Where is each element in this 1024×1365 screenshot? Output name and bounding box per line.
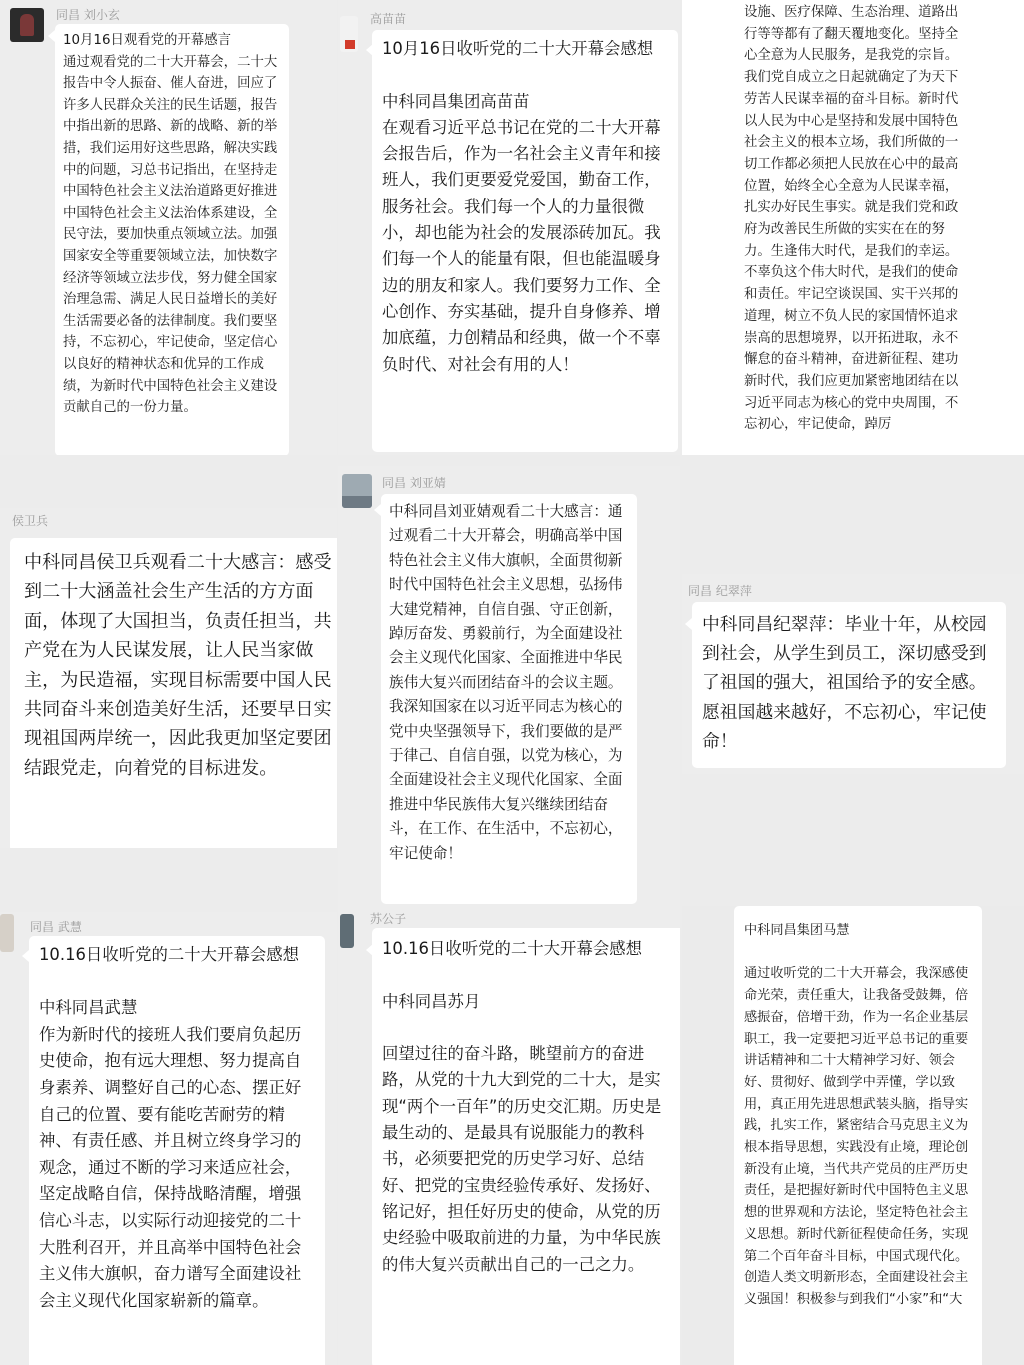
sender-name: 高苗苗 [370, 12, 407, 26]
message-bubble[interactable]: 10月16日观看党的开幕感言 通过观看党的二十大开幕会，二十大报告中令人振奋、催人奋进，回应了许多人民群众关注的民生话题，报告中指出新的思路、新的战略、新的举措，我们运用好这些思路，解决实践中的问题，习总书记指出，在坚持走中国特色社会主义法治道路更好推进中国特色社会主义法治体系建设，全民守法，要加快重点领域立法。加强国家安全等重要领域立法，加快数字经济等领域立法步伐，努力健全国家治理急需、满足人民日益增长的美好生活需要必备的法律制度。我们要坚持，不忘初心，牢记使命，坚定信心以良好的精神状态和优异的工作成绩，为新时代中国特色社会主义建设贡献自己的一份力量。 [55, 24, 289, 455]
bubble-tail [374, 504, 381, 516]
avatar[interactable] [10, 8, 44, 42]
avatar[interactable] [340, 914, 354, 948]
sender-name: 同昌 刘小玄 [56, 8, 120, 22]
chat-panel-4 [0, 508, 337, 848]
sender-name: 同昌 纪翠萍 [688, 584, 752, 598]
message-bubble[interactable]: 中科同昌集团马慧 通过收听党的二十大开幕会，我深感使命光荣，责任重大，让我备受鼓舞，倍感振奋，倍增干劲，作为一名企业基层职工，我一定要把习近平总书记的重要讲话精神和二十大精神学习好、领会好、贯彻好、做到学中弄懂，学以致用，真正用先进思想武装头脑，指导实践，扎实工作，紧密结合马克思主义为根本指导思想，实践没有止境，理论创新没有止境，当代共产党员的庄严历史责任，是把握好新时代中国特色主义思想的世界观和方法论，坚定特色社会主义思想。新时代新征程使命任务，实现第二个百年奋斗目标，中国式现代化。创造人类文明新形态，全面建设社会主义强国！积极参与到我们“小家”和“大 [734, 906, 982, 1365]
sender-name: 苏公子 [370, 912, 407, 926]
sender-name: 侯卫兵 [12, 514, 49, 528]
sender-name: 同昌 刘亚婧 [382, 476, 446, 490]
avatar[interactable] [340, 16, 358, 52]
chat-panel-2 [338, 0, 680, 455]
chat-panel-5 [338, 466, 680, 906]
bubble-tail [48, 30, 55, 42]
chat-panel-6 [682, 574, 1024, 774]
chat-panel-8 [338, 906, 680, 1365]
message-bubble[interactable]: 10.16日收听党的二十大开幕会感想 中科同昌苏月 回望过往的奋斗路，眺望前方的奋进路，从党的十九大到党的二十大，是实现“两个一百年”的历史交汇期。历史是最生动的、是最具有说服能力的教科书，必须要把党的历史学习好、总结好、把党的宝贵经验传承好、发扬好、铭记好，担任好历史的使命，从党的历史经验中吸取前进的力量，为中华民族的伟大复兴贡献出自己的一己之力。 [372, 928, 680, 1365]
chat-panel-3 [682, 0, 1024, 455]
message-bubble[interactable]: 10月16日收听党的二十大开幕会感想 中科同昌集团高苗苗 在观看习近平总书记在党的二十大开幕会报告后，作为一名社会主义青年和接班人，我们更要爱党爱国，勤奋工作，服务社会。我们每一个人的力量很微小，却也能为社会的发展添砖加瓦。我们每一个人的能量有限，但也能温暖身边的朋友和家人。我们要努力工作、全心创作、夯实基础，提升自身修养、增加底蕴，力创精品和经典，做一个不辜负时代、对社会有用的人！ [372, 30, 678, 452]
chat-panel-9 [682, 906, 1024, 1365]
message-bubble[interactable]: 10.16日收听党的二十大开幕会感想 中科同昌武慧 作为新时代的接班人我们要肩负起历史使命，抱有远大理想、努力提高自身素养、调整好自己的心态、摆正好自己的位置、要有能吃苦耐劳的精神、有责任感、并且树立终身学习的观念，通过不断的学习来适应社会，坚定战略自信，保持战略清醒，增强信心斗志，以实际行动迎接党的二十大胜利召开，并且高举中国特色社会主义伟大旗帜，奋力谱写全面建设社会主义现代化国家崭新的篇章。 [29, 936, 325, 1365]
chat-panel-1 [0, 0, 337, 455]
message-bubble[interactable]: 中科同昌侯卫兵观看二十大感言：感受到二十大涵盖社会生产生活的方方面面，体现了大国担当，负责任担当，共产党在为人民谋发展，让人民当家做主，为民造福，实现目标需要中国人民共同奋斗来创造美好生活，还要早日实现祖国两岸统一，因此我更加坚定要团结跟党走，向着党的目标进发。 [10, 538, 337, 848]
avatar[interactable] [0, 914, 14, 952]
chat-panel-7 [0, 912, 337, 1365]
bubble-tail [22, 950, 29, 962]
message-bubble[interactable]: 中科同昌纪翠萍：毕业十年，从校园到社会，从学生到员工，深切感受到了祖国的强大，祖国给予的安全感。愿祖国越来越好，不忘初心，牢记使命！ [692, 602, 1006, 768]
avatar[interactable] [342, 474, 372, 508]
sender-name: 同昌 武慧 [30, 920, 82, 934]
message-bubble[interactable]: 中科同昌刘亚婧观看二十大感言：通过观看二十大开幕会，明确高举中国特色社会主义伟大旗帜，全面贯彻新时代中国特色社会主义思想，弘扬伟大建党精神，自信自强、守正创新，踔厉奋发、勇毅前行，为全面建设社会主义现代化国家、全面推进中华民族伟大复兴而团结奋斗的会议主题。我深知国家在以习近平同志为核心的党中央坚强领导下，我们要做的是严于律己、自信自强，以党为核心，为全面建设社会主义现代化国家、全面推进中华民族伟大复兴继续团结奋斗，在工作、在生活中，不忘初心，牢记使命！ [381, 494, 637, 904]
message-bubble[interactable]: 设施、医疗保障、生态治理、道路出行等等都有了翻天覆地变化。坚持全心全意为人民服务，是我党的宗旨。我们党自成立之日起就确定了为天下劳苦人民谋幸福的奋斗目标。新时代以人民为中心是坚持和发展中国特色社会主义的根本立场，我们所做的一切工作都必须把人民放在心中的最高位置，始终全心全意为人民谋幸福，扎实办好民生事实。就是我们党和政府为改善民生所做的实实在在的努力。生逢伟大时代，是我们的幸运。不辜负这个伟大时代，是我们的使命和责任。牢记空谈误国、实干兴邦的道理，树立不负人民的家国情怀追求崇高的思想境界，以开拓进取，永不懈怠的奋斗精神，奋进新征程、建功新时代，我们应更加紧密地团结在以习近平同志为核心的党中央周围，不忘初心，牢记使命，踔厉 [744, 5, 959, 433]
bubble-tail [685, 618, 692, 630]
